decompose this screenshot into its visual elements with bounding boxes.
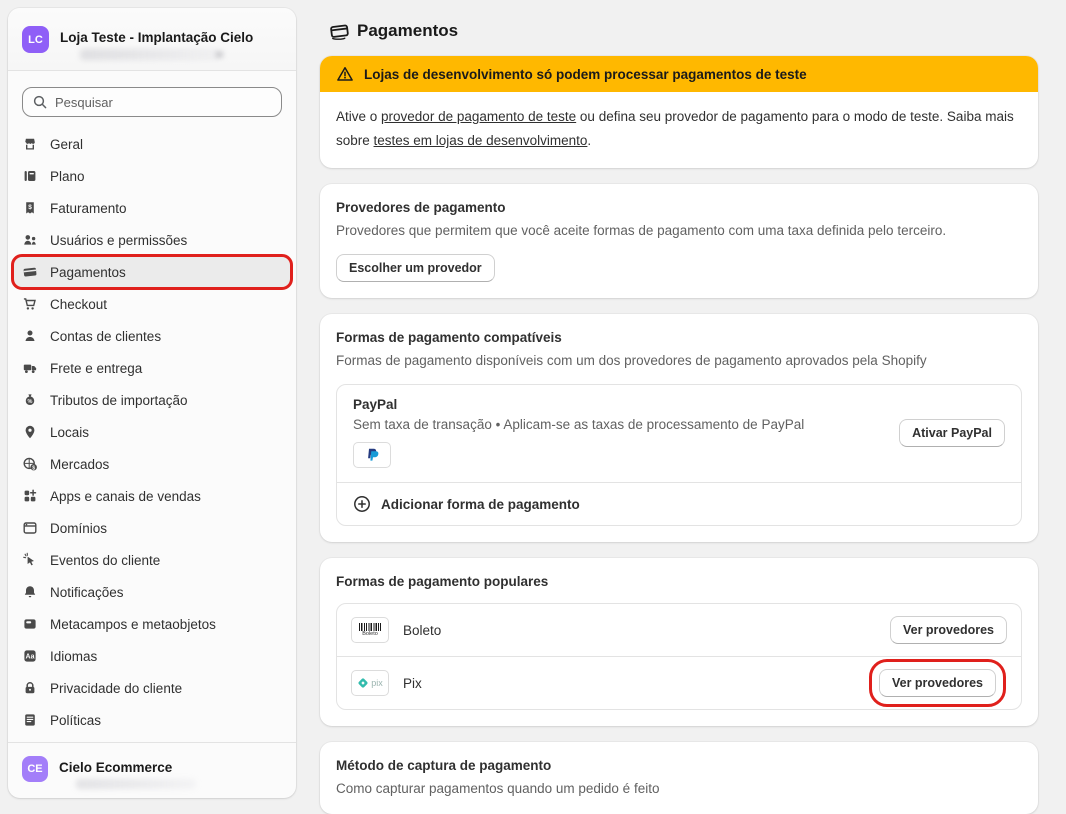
svg-text:Aa: Aa xyxy=(25,653,35,661)
paypal-row xyxy=(337,385,1021,482)
store-name: Loja Teste - Implantação Cielo xyxy=(60,30,254,45)
boleto-logo xyxy=(351,617,389,643)
sidebar-item-faturamento[interactable] xyxy=(14,193,290,223)
paypal-method-box xyxy=(336,384,1022,526)
card-title: Provedores de pagamento xyxy=(336,200,506,215)
users-icon xyxy=(22,232,38,248)
payment-capture-card xyxy=(320,742,1038,814)
sidebar-item-checkout[interactable] xyxy=(14,289,290,319)
banner-heading-row xyxy=(320,56,1038,92)
boleto-name: Boleto xyxy=(403,622,442,638)
footer-store-switcher[interactable] xyxy=(8,742,296,798)
footer-store-name: Cielo Ecommerce xyxy=(59,760,173,775)
boleto-ver-provedores-button[interactable]: Ver provedores xyxy=(890,616,1007,644)
sidebar-item-plano[interactable] xyxy=(14,161,290,191)
sidebar-item-label: Pagamentos xyxy=(50,264,126,280)
sidebar-item-label: Notificações xyxy=(50,584,124,600)
sidebar-item-label: Contas de clientes xyxy=(50,328,162,344)
banner-text: Ative o xyxy=(336,109,382,124)
pix-name: Pix xyxy=(403,675,422,691)
popular-methods-box xyxy=(336,603,1022,710)
sidebar-item-label: Mercados xyxy=(50,456,110,472)
add-payment-method-label: Adicionar forma de pagamento xyxy=(381,496,580,512)
policies-icon xyxy=(22,712,38,728)
paypal-logo xyxy=(353,442,391,468)
payment-providers-card xyxy=(320,184,1038,298)
sidebar-item-label: Domínios xyxy=(50,520,108,536)
location-icon xyxy=(22,424,38,440)
sidebar-item-label: Usuários e permissões xyxy=(50,232,188,248)
lock-icon xyxy=(22,680,38,696)
domains-icon xyxy=(22,520,38,536)
search-input[interactable] xyxy=(22,87,282,117)
banner-text: ou defina seu provedor de pagamento para o modo de teste. Saiba mais sobre xyxy=(336,109,1014,148)
sidebar-item-privacidade[interactable] xyxy=(14,673,290,703)
banner-heading: Lojas de desenvolvimento só podem processar pagamentos de teste xyxy=(364,66,807,82)
settings-sidebar xyxy=(8,8,296,798)
banner-body xyxy=(320,92,1038,168)
languages-icon xyxy=(22,648,38,664)
sidebar-item-label: Checkout xyxy=(50,296,108,312)
sidebar-item-tributos[interactable] xyxy=(14,385,290,415)
choose-provider-button[interactable]: Escolher um provedor xyxy=(336,254,495,282)
sidebar-item-label: Locais xyxy=(50,424,90,440)
store-header[interactable] xyxy=(8,8,296,71)
sidebar-item-usuarios[interactable] xyxy=(14,225,290,255)
page-title-row xyxy=(320,0,1038,56)
dev-store-warning-banner xyxy=(320,56,1038,168)
sidebar-item-label: Geral xyxy=(50,136,84,152)
card-title: Formas de pagamento compatíveis xyxy=(336,330,562,345)
sidebar-item-label: Privacidade do cliente xyxy=(50,680,183,696)
apps-icon xyxy=(22,488,38,504)
sidebar-item-locais[interactable] xyxy=(14,417,290,447)
redacted-footer-text xyxy=(76,779,196,789)
sidebar-item-label: Políticas xyxy=(50,712,102,728)
billing-icon xyxy=(22,200,38,216)
sidebar-item-label: Eventos do cliente xyxy=(50,552,161,568)
customer-events-icon xyxy=(22,552,38,568)
truck-icon xyxy=(22,360,38,376)
card-title: Método de captura de pagamento xyxy=(336,758,552,773)
paypal-details: Sem taxa de transação • Aplicam-se as taxas de processamento de PayPal xyxy=(353,417,805,432)
person-icon xyxy=(22,328,38,344)
boleto-logo-word: Boleto xyxy=(362,631,378,637)
sidebar-item-pagamentos[interactable] xyxy=(14,257,290,287)
sidebar-item-label: Faturamento xyxy=(50,200,127,216)
sidebar-item-label: Metacampos e metaobjetos xyxy=(50,616,216,632)
warning-triangle-icon xyxy=(336,65,354,83)
sidebar-item-label: Apps e canais de vendas xyxy=(50,488,201,504)
sidebar-item-label: Frete e entrega xyxy=(50,360,143,376)
popular-payment-methods-card xyxy=(320,558,1038,726)
pix-logo-word: pix xyxy=(371,678,383,688)
redacted-store-url xyxy=(80,49,220,60)
card-description: Formas de pagamento disponíveis com um dos provedores de pagamento aprovados pela Shopify xyxy=(336,353,927,368)
paypal-name: PayPal xyxy=(353,397,398,412)
svg-text:%: % xyxy=(27,399,33,406)
sidebar-item-apps[interactable] xyxy=(14,481,290,511)
page-title: Pagamentos xyxy=(357,21,459,40)
pix-row xyxy=(337,656,1021,709)
sidebar-item-mercados[interactable] xyxy=(14,449,290,479)
footer-store-avatar: CE xyxy=(22,756,48,782)
sidebar-item-metacampos[interactable] xyxy=(14,609,290,639)
sidebar-item-geral[interactable] xyxy=(14,129,290,159)
sidebar-item-label: Plano xyxy=(50,168,85,184)
barcode-graphic xyxy=(359,623,381,631)
sidebar-item-politicas[interactable] xyxy=(14,705,290,735)
sidebar-item-notificacoes[interactable] xyxy=(14,577,290,607)
activate-paypal-button[interactable]: Ativar PayPal xyxy=(899,419,1005,447)
plan-icon xyxy=(22,168,38,184)
sidebar-item-eventos-do-cliente[interactable] xyxy=(14,545,290,575)
sidebar-item-label: Idiomas xyxy=(50,648,98,664)
sidebar-item-idiomas[interactable] xyxy=(14,641,290,671)
plus-circle-icon xyxy=(353,495,371,513)
metafields-icon xyxy=(22,616,38,632)
sidebar-search-area xyxy=(8,71,296,127)
banner-text: . xyxy=(587,133,592,148)
store-avatar: LC xyxy=(22,26,49,53)
sidebar-item-frete-e-entrega[interactable] xyxy=(14,353,290,383)
add-payment-method-link[interactable] xyxy=(337,482,1021,525)
dev-store-tests-link[interactable]: testes em lojas de desenvolvimento xyxy=(373,133,588,148)
sidebar-item-dominios[interactable] xyxy=(14,513,290,543)
bell-icon xyxy=(22,584,38,600)
card-description: Como capturar pagamentos quando um pedido é feito xyxy=(336,781,660,796)
redacted-dot xyxy=(216,52,223,57)
store-icon xyxy=(22,136,38,152)
sidebar-item-label: Tributos de importação xyxy=(50,392,188,408)
markets-icon xyxy=(22,456,38,472)
supported-payment-methods-card xyxy=(320,314,1038,542)
sidebar-item-contas-de-clientes[interactable] xyxy=(14,321,290,351)
boleto-row xyxy=(337,604,1021,656)
settings-nav xyxy=(8,127,296,737)
duties-icon xyxy=(22,392,38,408)
card-title: Formas de pagamento populares xyxy=(336,574,549,589)
payments-icon xyxy=(22,264,38,280)
svg-text:$: $ xyxy=(32,465,36,472)
pix-ver-provedores-button[interactable]: Ver provedores xyxy=(879,669,996,697)
cart-icon xyxy=(22,296,38,312)
pix-logo xyxy=(351,670,389,696)
card-description: Provedores que permitem que você aceite formas de pagamento com uma taxa definida pelo terceiro. xyxy=(336,223,947,238)
test-provider-link[interactable]: provedor de pagamento de teste xyxy=(381,109,577,124)
svg-text:$: $ xyxy=(28,203,32,211)
payments-title-icon xyxy=(330,22,349,41)
main-content xyxy=(320,0,1038,802)
search-icon xyxy=(32,94,48,110)
